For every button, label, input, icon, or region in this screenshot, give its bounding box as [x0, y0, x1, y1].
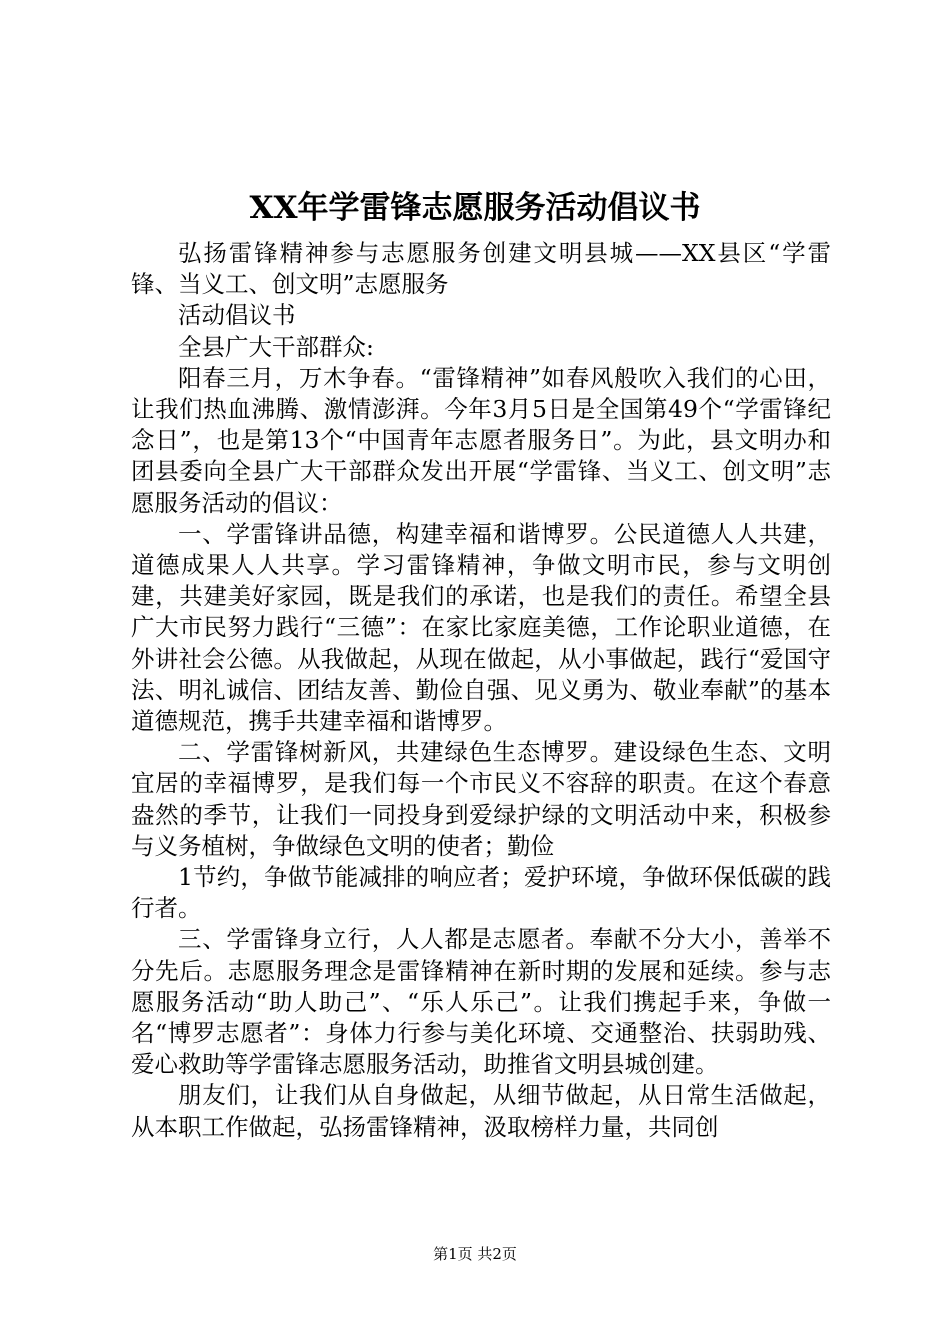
point-two-continued: 1节约，争做节能减排的响应者；爱护环境，争做环保低碳的践行者。: [131, 863, 831, 923]
point-three-paragraph: 三、学雷锋身立行，人人都是志愿者。奉献不分大小，善举不分先后。志愿服务理念是雷锋精神在新时期的发展和延续。参与志愿服务活动“助人助己”、“乐人乐己”。让我们携起手来，争做一名“博罗志愿者”：身体力行参与美化环境、交通整治、扶弱助残、爱心救助等学雷锋志愿服务活动，助推省文明县城创建。: [131, 925, 831, 1079]
document-title: XX年学雷锋志愿服务活动倡议书: [249, 190, 701, 226]
document-body: [131, 238, 831, 1143]
salutation: 全县广大干部群众:: [178, 332, 374, 361]
intro-paragraph: 阳春三月，万木争春。“雷锋精神”如春风般吹入我们的心田，让我们热血沸腾、激情澎湃。今年3月5日是全国第49个“学雷锋纪念日”，也是第13个“中国青年志愿者服务日”。为此，县文明办和团县委向全县广大干部群众发出开展“学雷锋、当义工、创文明”志愿服务活动的倡议：: [131, 363, 831, 517]
subtitle-paragraph: 弘扬雷锋精神参与志愿服务创建文明县城——XX县区“学雷锋、当义工、创文明”志愿服务: [131, 239, 831, 299]
point-one-paragraph: 一、学雷锋讲品德，构建幸福和谐博罗。公民道德人人共建，道德成果人人共享。学习雷锋精神，争做文明市民，参与文明创建，共建美好家园，既是我们的承诺，也是我们的责任。希望全县广大市民努力践行“三德”：在家比家庭美德，工作论职业道德，在外讲社会公德。从我做起，从现在做起，从小事做起，践行“爱国守法、明礼诚信、团结友善、勤俭自强、见义勇为、敬业奉献”的基本道德规范，携手共建幸福和谐博罗。: [131, 519, 831, 736]
closing-paragraph: 朋友们，让我们从自身做起，从细节做起，从日常生活做起，从本职工作做起，弘扬雷锋精神，汲取榜样力量，共同创: [131, 1081, 831, 1141]
page-number-footer: 第1页 共2页: [433, 1245, 517, 1263]
subtitle-continued: 活动倡议书: [178, 301, 296, 330]
point-two-paragraph: 二、学雷锋树新风，共建绿色生态博罗。建设绿色生态、文明宜居的幸福博罗，是我们每一个市民义不容辞的职责。在这个春意盎然的季节，让我们一同投身到爱绿护绿的文明活动中来，积极参与义务植树，争做绿色文明的使者；勤俭: [131, 738, 831, 860]
